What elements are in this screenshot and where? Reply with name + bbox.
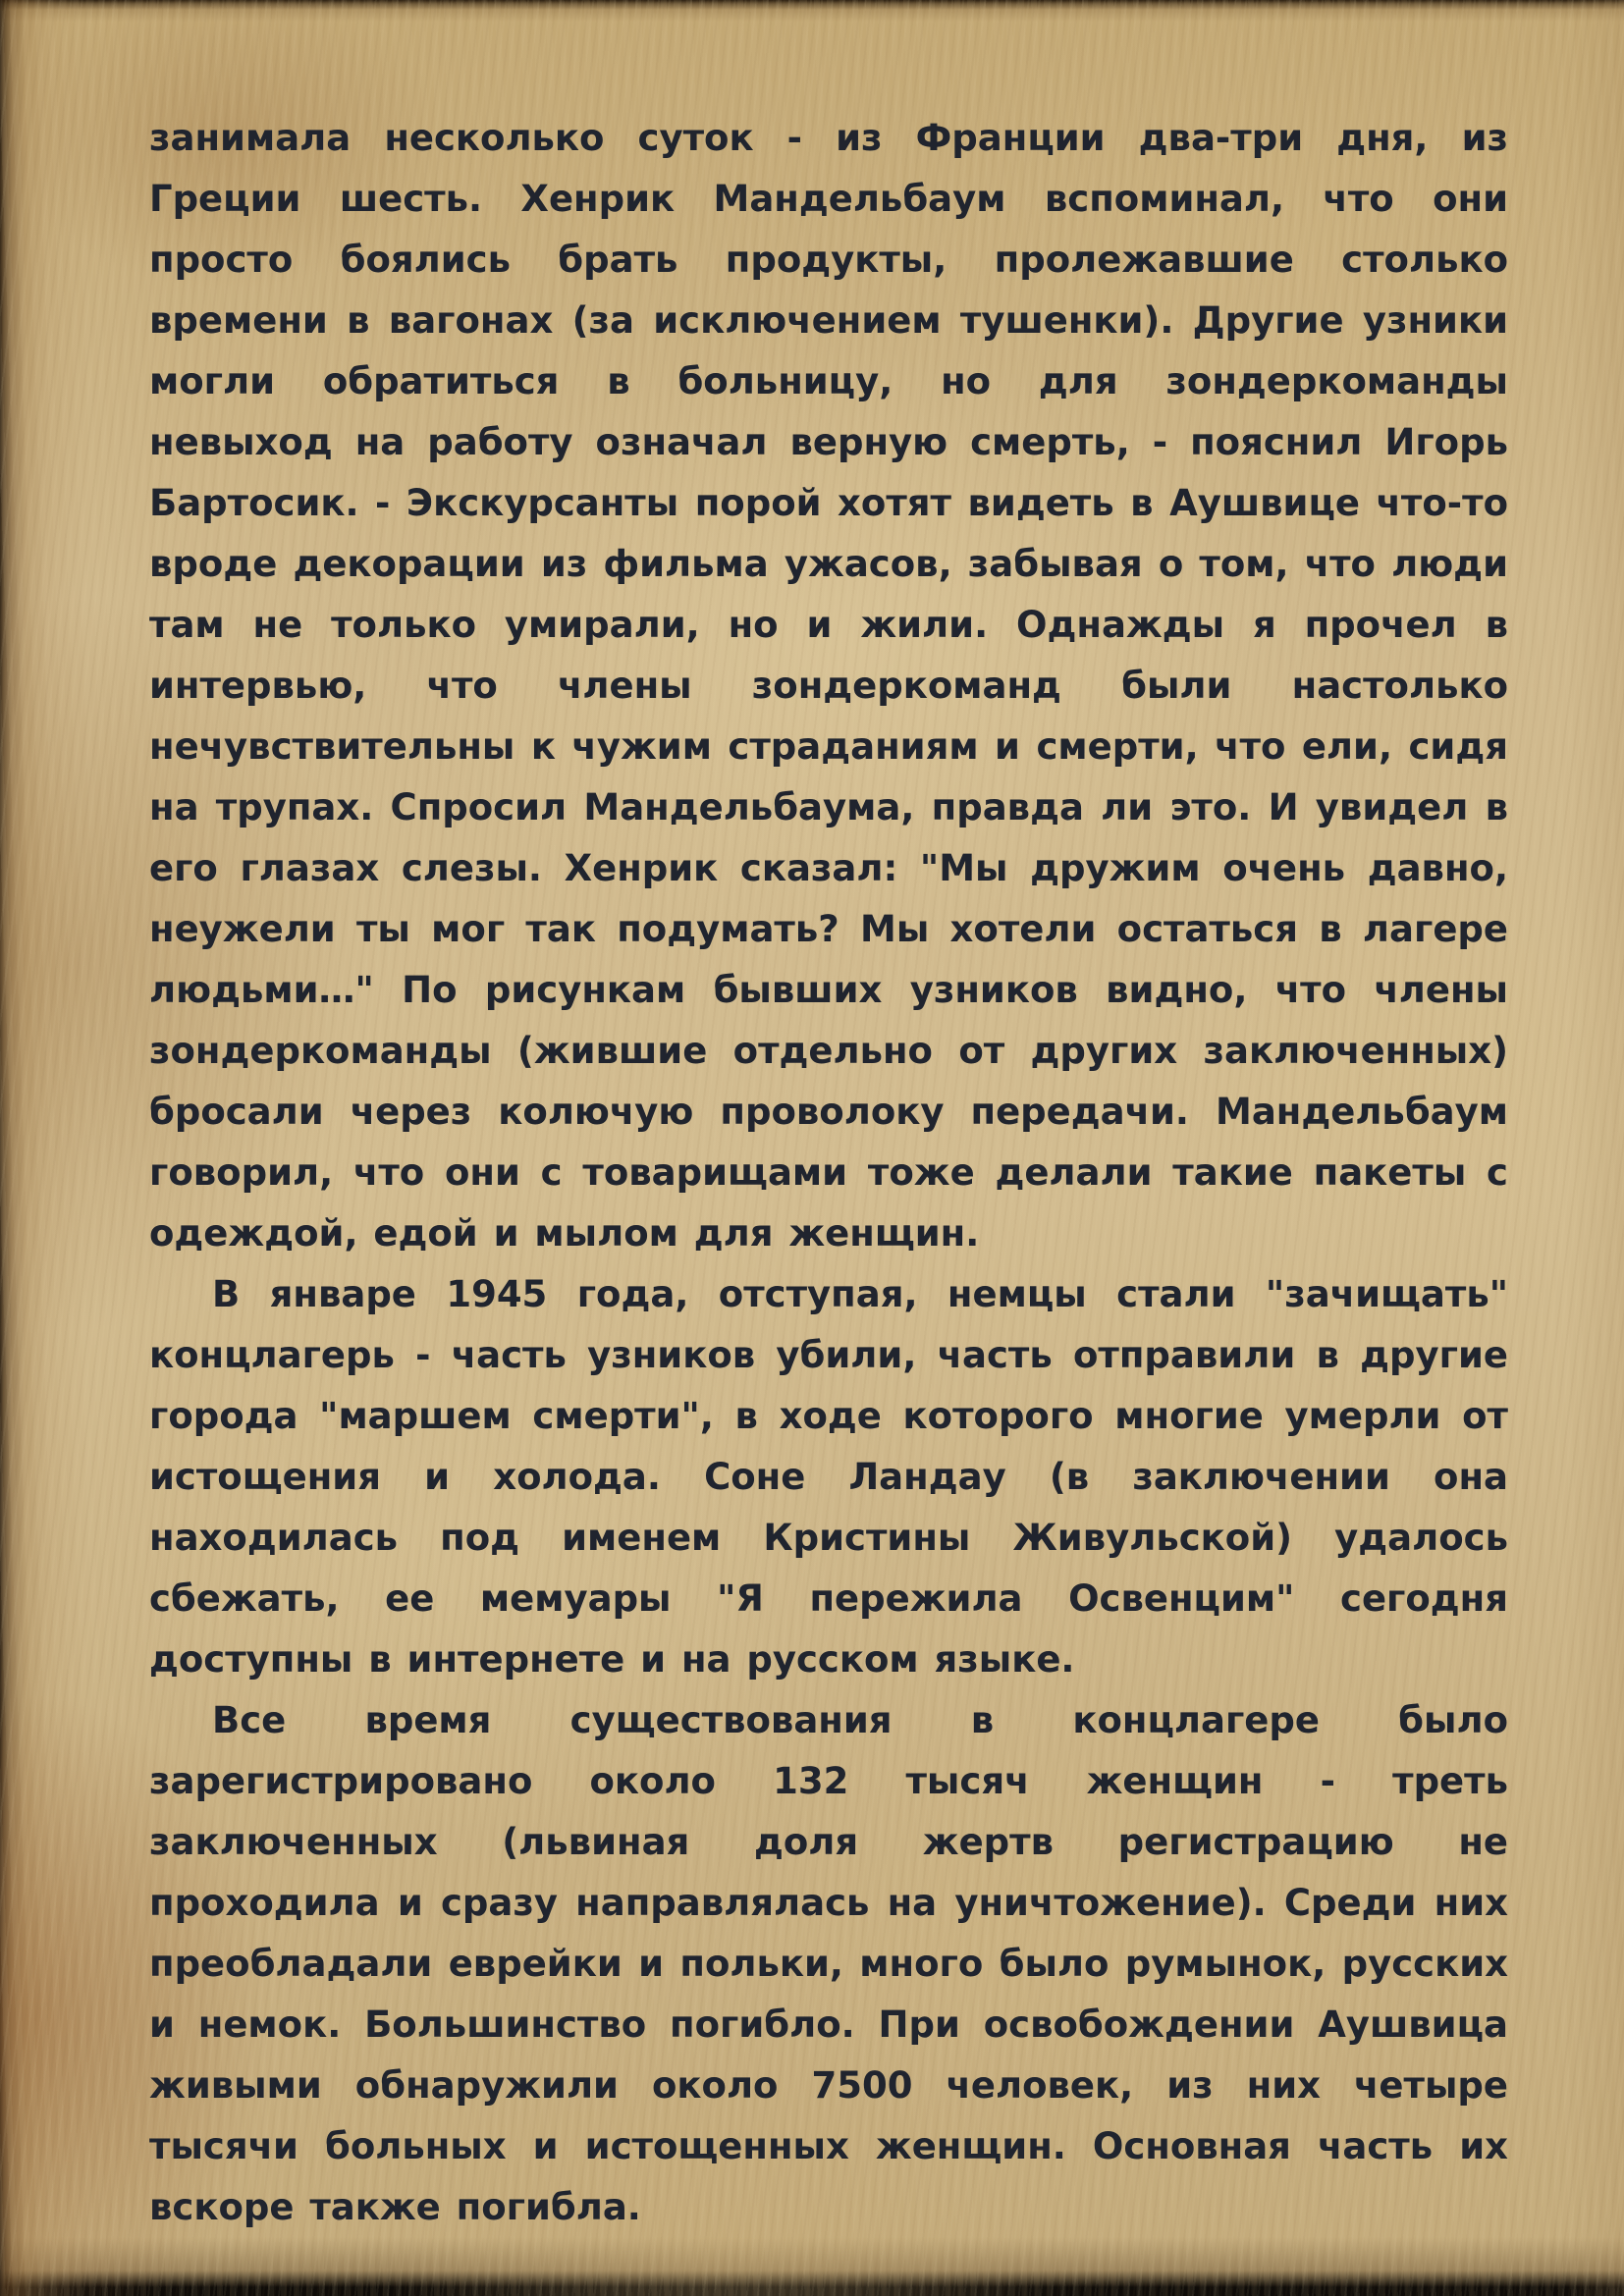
- paragraph-3: Все время существования в концлагере было зарегистрировано около 132 тысяч женщин - треть заключенных (львиная доля жертв регистрацию не проходила и сразу направлялась на уничтожение). Среди них преобладали еврейки и польки, много было румынок, русских и немок. Большинство погибло. При освобождении Аушвица живыми обнаружили около 7500 человек, из них четыре тысячи больных и истощенных женщин. Основная часть их вскоре также погибла.: [149, 1699, 1508, 2228]
- paragraph-2: В январе 1945 года, отступая, немцы стали "зачищать" концлагерь - часть узников убили, часть отправили в другие города "маршем смерти", в ходе которого многие умерли от истощения и холода. Соне Ландау (в заключении она находилась под именем Кристины Живульской) удалось сбежать, ее мемуары "Я пережила Освенцим" сегодня доступны в интернете и на русском языке.: [149, 1273, 1508, 1681]
- document-text: [149, 108, 1508, 2238]
- paragraph-1: занимала несколько суток - из Франции два-три дня, из Греции шесть. Хенрик Мандельбаум вспоминал, что они просто боялись брать продукты, пролежавшие столько времени в вагонах (за исключением тушенки). Другие узники могли обратиться в больницу, но для зондеркоманды невыход на работу означал верную смерть, - пояснил Игорь Бартосик. - Экскурсанты порой хотят видеть в Аушвице что-то вроде декорации из фильма ужасов, забывая о том, что люди там не только умирали, но и жили. Однажды я прочел в интервью, что члены зондеркоманд были настолько нечувствительны к чужим страданиям и смерти, что ели, сидя на трупах. Спросил Мандельбаума, правда ли это. И увидел в его глазах слезы. Хенрик сказал: "Мы дружим очень давно, неужели ты мог так подумать? Мы хотели остаться в лагере людьми…" По рисункам бывших узников видно, что члены зондеркоманды (жившие отдельно от других заключенных) бросали через колючую проволоку передачи. Мандельбаум говорил, что они с товарищами тоже делали такие пакеты с одеждой, едой и мылом для женщин.: [149, 117, 1508, 1255]
